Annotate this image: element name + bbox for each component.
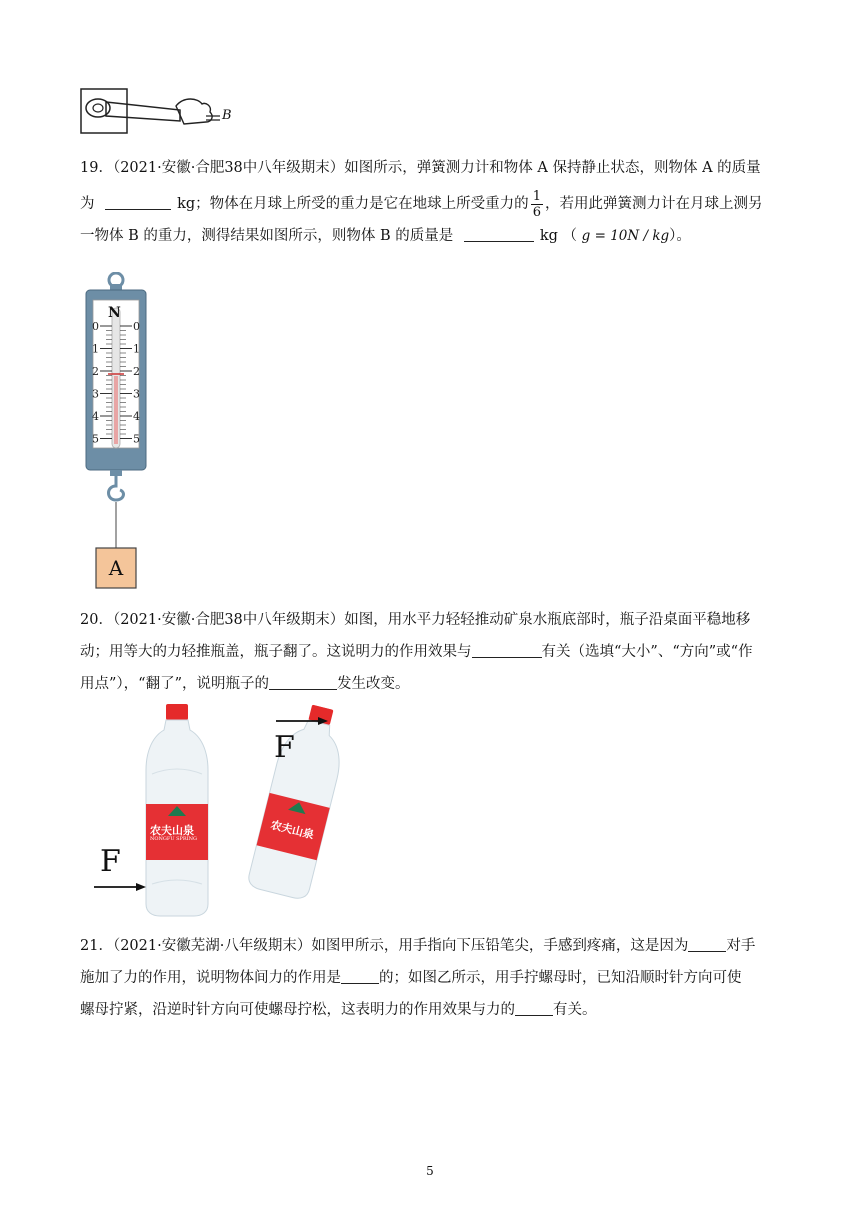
q19-unit-b: kg （ [539,228,578,244]
q20-text2b: 有关（选填“大小”、“方向”或“作 [541,644,753,660]
q21-blank-a[interactable] [688,935,726,952]
q21-blank-c[interactable] [515,999,553,1016]
q21-text3b: 有关。 [553,1002,597,1018]
force-label-left: F [100,844,121,879]
bottle-left-brand: 农夫山泉 [150,824,194,837]
q20-text3b: 发生改变。 [337,676,410,692]
q20-line1 [80,604,780,636]
q19-blank-a[interactable] [105,193,171,210]
question-19 [80,152,780,252]
bottle-figure [90,700,380,920]
q21-text2a: 施加了力的作用，说明物体间力的作用是 [80,970,341,986]
q19-text2b: ，若用此弹簧测力计在月球上测另 [544,196,763,212]
q21-number: 21． [80,938,113,954]
q19-text3a: 一物体 B 的重力，测得结果如图所示，则物体 B 的质量是 [80,228,454,244]
scale-label-right: 3 [133,387,140,401]
q19-blank-b[interactable] [464,225,534,242]
q21-blank-b[interactable] [341,967,379,984]
q21-text1a: 如图甲所示，用手指向下压铅笔尖，手感到疼痛，这是因为 [311,938,689,954]
q21-text3a: 螺母拧紧，沿逆时针方向可使螺母拧松，这表明力的作用效果与力的 [80,1002,515,1018]
question-20 [80,604,780,700]
q21-line1 [80,930,780,962]
q21-line3 [80,994,780,1026]
q19-frac-num: 1 [532,188,541,204]
wrench-figure [80,88,240,136]
scale-label-left: 2 [92,365,99,378]
spring-scale-figure [84,272,148,592]
q20-blank-b[interactable] [269,673,337,690]
q21-text2b: 的；如图乙所示，用手拧螺母时，已知沿顺时针方向可使 [379,970,742,986]
scale-label-right: 2 [133,365,140,378]
q19-text3b: ）。 [669,228,691,244]
q20-line2 [80,636,780,668]
q19-source: （2021·安徽·合肥38中八年级期末） [112,160,345,176]
scale-unit-label: N [108,305,121,321]
wrench-label-b: B [222,108,232,123]
q19-line3 [80,220,780,252]
q20-text1: 如图，用水平力轻轻推动矿泉水瓶底部时，瓶子沿桌面平稳地移 [344,612,751,628]
bottle-tilted [237,699,357,924]
scale-label-left: 3 [92,387,99,401]
wrench-illustration [80,88,240,136]
q20-text2a: 动；用等大的力轻推瓶盖，瓶子翻了。这说明力的作用效果与 [80,644,472,660]
q19-g-expr: g = 10N / kg [581,228,670,244]
scale-label-right: 4 [133,410,140,423]
q19-line2 [80,188,780,220]
bottle-right-brand: 农夫山泉 [269,818,316,842]
force-label-right: F [274,730,295,765]
q20-number: 20． [80,612,113,628]
q19-text1: 如图所示，弹簧测力计和物体 A 保持静止状态，则物体 A 的质量 [344,160,761,176]
q20-blank-a[interactable] [472,641,542,658]
q21-text1b: 对手 [726,938,756,954]
page-number: 5 [426,1164,434,1178]
q20-text3a: 用点”），“翻了”，说明瓶子的 [80,676,269,692]
q21-source: （2021·安徽芜湖·八年级期末） [112,938,312,954]
q20-line3 [80,668,780,700]
scale-label-left: 4 [92,410,99,423]
question-21 [80,930,780,1026]
force-arrow-right [276,716,328,726]
scale-label-left: 5 [92,432,99,446]
bottle-upright [142,704,212,918]
scale-label-right: 1 [133,342,140,356]
q21-line2 [80,962,780,994]
q20-source: （2021·安徽·合肥38中八年级期末） [112,612,345,628]
bottle-left-brand-en: NONGFU SPRING [150,836,198,842]
scale-label-right: 0 [133,320,140,333]
q19-number: 19． [80,160,113,176]
q19-frac-den: 6 [532,204,541,220]
q19-line1 [80,152,780,184]
block-a-label: A [108,556,124,580]
force-arrow-left [94,882,146,892]
scale-label-left: 0 [92,320,99,333]
scale-label-left: 1 [92,342,99,356]
q19-unit-a: kg；物体在月球上所受的重力是它在地球上所受重力的 [177,196,529,212]
q19-fraction [531,189,543,220]
scale-label-right: 5 [133,432,140,446]
q19-text2a: 为 [80,196,95,212]
